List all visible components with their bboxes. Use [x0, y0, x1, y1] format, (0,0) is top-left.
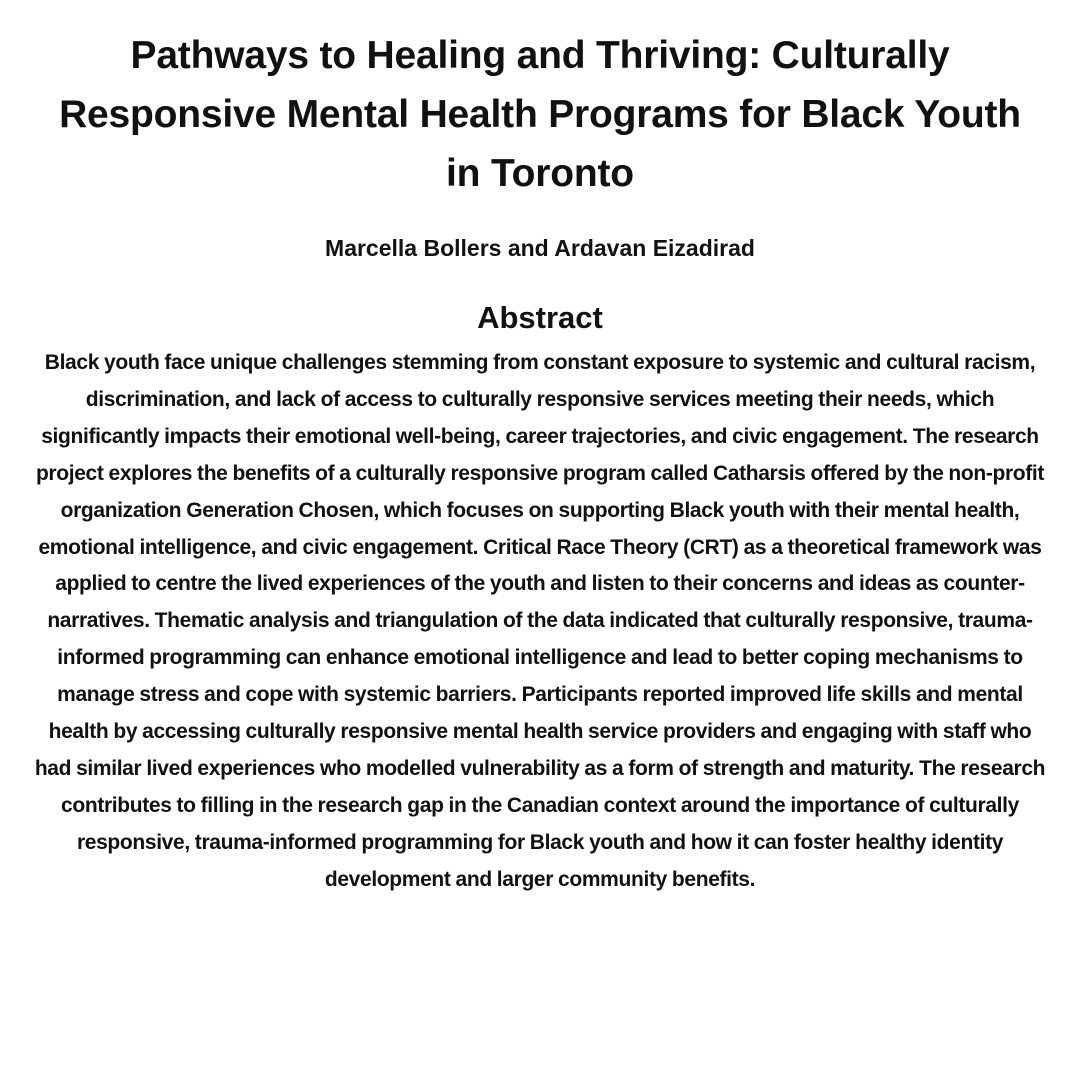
paper-title: Pathways to Healing and Thriving: Culturally Responsive Mental Health Programs for Black Youth in Toronto — [59, 34, 1021, 195]
abstract-heading: Abstract — [477, 300, 603, 335]
paper-authors: Marcella Bollers and Ardavan Eizadirad — [325, 235, 755, 261]
abstract-text: Black youth face unique challenges stemming from constant exposure to systemic and cultural racism, discrimination, and lack of access to culturally responsive services meeting their needs, which significantly impacts their emotional well-being, career trajectories, and civic engagement. The research project explores the benefits of a culturally responsive program called Catharsis offered by the non-profit organization Generation Chosen, which focuses on supporting Black youth with their mental health, emotional intelligence, and civic engagement. Critical Race Theory (CRT) as a theoretical framework was applied to centre the lived experiences of the youth and listen to their concerns and ideas as counter-narratives. Thematic analysis and triangulation of the data indicated that culturally responsive, trauma-informed programming can enhance emotional intelligence and lead to better coping mechanisms to manage stress and cope with systemic barriers. Participants reported improved life skills and mental health by accessing culturally responsive mental health service providers and engaging with staff who had similar lived experiences who modelled vulnerability as a form of strength and maturity. The research contributes to filling in the research gap in the Canadian context around the importance of culturally responsive, trauma-informed programming for Black youth and how it can foster healthy identity development and larger community benefits. — [34, 351, 1046, 891]
